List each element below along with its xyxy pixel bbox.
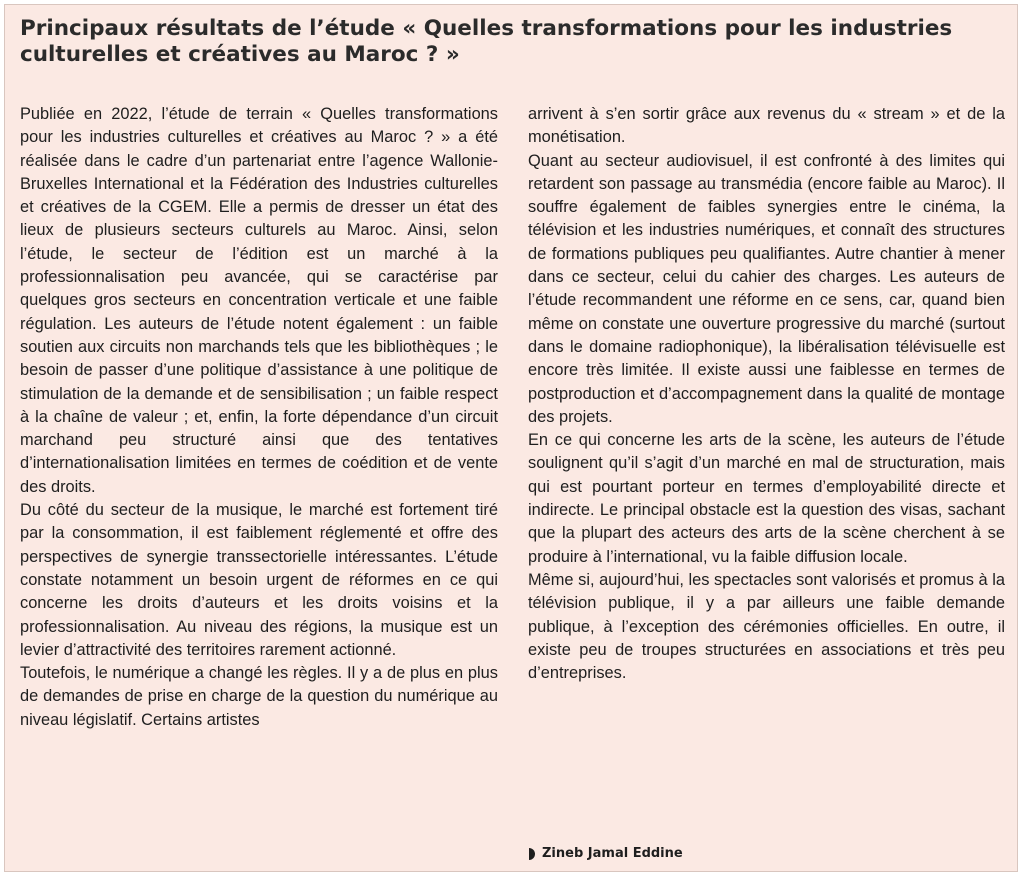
paragraph: Quant au secteur audiovisuel, il est confronté à des limites qui retardent son passage au transmédia (encore faible au Maroc). Il souffre également de faibles synergies entre le cinéma, la télévision et les industries numériques, et connaît des structures de formations publiques peu qualifiantes. Autre chantier à mener dans ce secteur, celui du cahier des charges. Les auteurs de l’étude recommandent une réforme en ce sens, car, quand bien même on constate une ouverture progressive du marché (surtout dans le domaine radiophonique), la libéralisation télévisuelle est encore très limitée. Il existe aussi une faiblesse en termes de postproduction et d’accompagnement dans la qualité de montage des projets. [528,151,1005,426]
column-left [20,103,498,732]
paragraph: arrivent à s’en sortir grâce aux revenus du « stream » et de la monétisation. [528,105,1005,147]
paragraph: Du côté du secteur de la musique, le marché est fortement tiré par la consommation, il est faiblement réglementé et offre des perspectives de synergie transsectorielle intéressantes. L’étude constate notamment un besoin urgent de réformes en ce qui concerne les droits d’auteurs et les droits voisins et la professionnalisation. Au niveau des régions, la musique est un levier d’attractivité des territoires rarement actionné. [20,501,498,659]
paragraph: Publiée en 2022, l’étude de terrain « Quelles transformations pour les industries culturelles et créatives au Maroc ? » a été réalisée dans le cadre d’un partenariat entre l’agence Wallonie-Bruxelles International et la Fédération des Industries culturelles et créatives de la CGEM. Elle a permis de dresser un état des lieux de plusieurs secteurs culturels au Maroc. Ainsi, selon l’étude, le secteur de l’édition est un marché à la professionnalisation peu avancée, qui se caractérise par quelques gros secteurs en concentration verticale et une faible régulation. Les auteurs de l’étude notent également : un faible soutien aux circuits non marchands tels que les bibliothèques ; le besoin de passer d’une politique d’assistance à une politique de stimulation de la demande et de sensibilisation ; un faible respect à la chaîne de valeur ; et, enfin, la forte dépendance d’un circuit marchand peu structuré ainsi que des tentatives d’internationalisation limitées en termes de coédition et de vente des droits. [20,105,498,496]
author-name: Zineb Jamal Eddine [542,846,683,861]
author-byline [528,846,683,861]
paragraph: Toutefois, le numérique a changé les règles. Il y a de plus en plus de demandes de prise en charge de la question du numérique au niveau législatif. Certains artistes [20,664,498,729]
paragraph: Même si, aujourd’hui, les spectacles sont valorisés et promus à la télévision publique, il y a par ailleurs une faible demande publique, à l’exception des cérémonies officielles. En outre, il existe peu de troupes structurées en associations et très peu d’entreprises. [528,570,1005,683]
half-circle-icon [528,848,536,860]
article-title: Principaux résultats de l’étude « Quelles transformations pour les industries culturelles et créatives au Maroc ? » [20,16,953,67]
paragraph: En ce qui concerne les arts de la scène, les auteurs de l’étude soulignent qu’il s’agit d’un marché en mal de structuration, mais qui est pourtant porteur en termes d’employabilité directe et indirecte. Le principal obstacle est la question des visas, sachant que la plupart des acteurs des arts de la scène cherchent à se produire à l’international, vu la faible diffusion locale. [528,431,1005,566]
column-right [528,103,1005,685]
